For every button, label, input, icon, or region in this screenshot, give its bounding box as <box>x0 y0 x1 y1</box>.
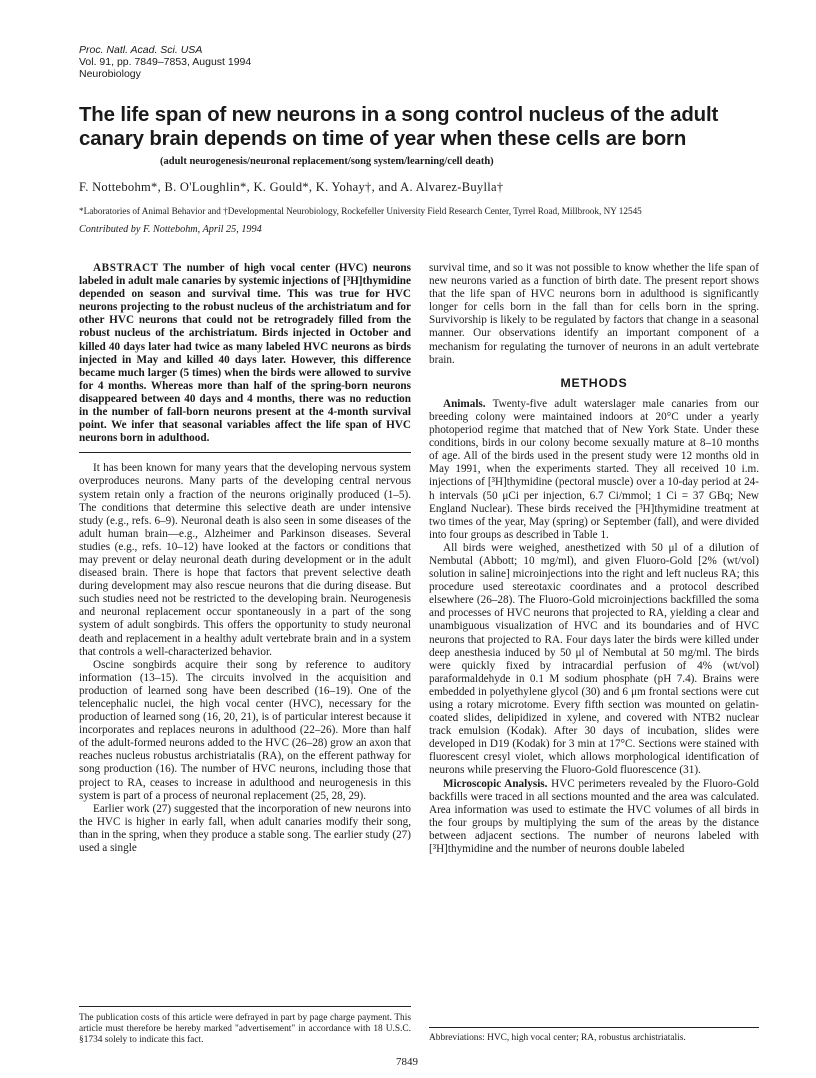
intro-paragraph-1: It has been known for many years that the developing nervous system overproduces neurons. Many parts of the developing central nervous system retain only a fraction of the neurons originally produced (1–5). The conditions that determine this selective death are under intensive study (e.g., refs. 6–9). Neuronal death is also seen in some diseases of the adult human brain—e.g., Alzheimer and Parkinson diseases. Several studies (e.g., refs. 10–12) have looked at the factors or conditions that may prevent or delay neuronal death during development or in the adult diseased brain. There is hope that factors that prevent selective death during development may also rescue neurons that die during disease. But such studies need not be restricted to the developing brain. Neurogenesis and neuronal replacement occur spontaneously in a part of the song system of adult songbirds. This offers the opportunity to study neuronal death and replacement in a healthy adult vertebrate brain and in a system that controls a well-characterized behavior. <box>79 462 411 658</box>
page-number: 7849 <box>396 1056 418 1068</box>
article-title: The life span of new neurons in a song control nucleus of the adult canary brain depends on time of year when these cells are born <box>79 104 719 150</box>
contributed-by: Contributed by F. Nottebohm, April 25, 1994 <box>79 224 262 235</box>
intro-paragraph-2: Oscine songbirds acquire their song by reference to auditory information (13–15). The circuits involved in the acquisition and production of learned song have been described (16–19). One of the telencephalic nuclei, the high vocal center (HVC), necessary for the production of learned song (16, 20, 21), is of particular interest because it incorporates and replaces neurons in adulthood (22–26). More than half of the adult-formed neurons added to the HVC (26–28) grow an axon that reaches nucleus robustus archistriatalis (RA), on the efferent pathway for song production (16). The number of HVC neurons, including those that project to RA, ceases to increase in adulthood and neurogenesis in this system is part of a process of neuronal replacement (25, 28, 29). <box>79 658 411 802</box>
publication-footnote: The publication costs of this article were defrayed in part by page charge payment. This article must therefore be hereby marked "advertisement" in accordance with 18 U.S.C. §1734 solely to indicate this fact. <box>79 1006 411 1047</box>
abstract-label: ABSTRACT <box>93 262 159 274</box>
abstract-text: The number of high vocal center (HVC) neurons labeled in adult male canaries by systemic injections of [³H]thymidine depended on season and survival time. This was true for HVC neurons projecting to the robust nucleus of the archistriatum and for other HVC neurons that could not be retrogradely filled from the robust nucleus of the archistriatum. Birds injected in October and killed 40 days later had twice as many labeled HVC neurons as birds injected in May and killed 40 days later. However, this difference became much larger (5 times) when the birds were allowed to survive for 4 months. Whereas more than half of the spring-born neurons disappeared between 40 days and 4 months, there was no reduction in the number of fall-born neurons present at the 4-month survival point. We infer that seasonal variables affect the life span of HVC neurons born in adulthood. <box>79 262 411 445</box>
methods-heading: METHODS <box>560 375 628 390</box>
journal-name: Proc. Natl. Acad. Sci. USA <box>79 44 203 56</box>
affiliation: *Laboratories of Animal Behavior and †Developmental Neurobiology, Rockefeller University Field Research Center, Tyrrel Road, Millbrook, NY 12545 <box>79 206 642 216</box>
microscopic-label: Microscopic Analysis. <box>443 777 548 790</box>
animals-label: Animals. <box>443 397 486 410</box>
abstract-divider <box>79 452 411 453</box>
journal-volume: Vol. 91, pp. 7849–7853, August 1994 <box>79 56 252 68</box>
abstract <box>79 262 411 445</box>
left-column <box>79 262 411 855</box>
abbreviations-footnote: Abbreviations: HVC, high vocal center; RA, robustus archistriatalis. <box>429 1027 759 1044</box>
intro-paragraph-3: Earlier work (27) suggested that the incorporation of new neurons into the HVC is higher in early fall, when adult canaries modify their song, than in the spring, when they produce a stable song. The earlier study (27) used a single <box>79 802 411 855</box>
right-column <box>429 262 759 856</box>
journal-header <box>79 44 251 80</box>
intro-paragraph-3-continued: survival time, and so it was not possible to know whether the life span of new neurons varied as a function of birth date. The present report shows that the life span of HVC neurons born in adulthood is significantly longer for cells born in the fall than for cells born in the spring. Survivorship is likely to be regulated by factors that change in a seasonal manner. Our observations identify an important component of a mechanism for regulating the turnover of neurons in an adult vertebrate brain. <box>429 262 759 366</box>
methods-microscopic <box>429 778 759 857</box>
methods-paragraph-2: All birds were weighed, anesthetized with 50 μl of a dilution of Nembutal (Abbott; 10 mg/ml), and given Fluoro-Gold [2% (wt/vol) solution in saline] microinjections into the right and left nucleus RA; this procedure used stereotaxic coordinates and a protocol described elsewhere (26–28). The Fluoro-Gold microinjections backfilled the soma and processes of HVC neurons that projected to RA, yielding a clear and unambiguous visualization of HVC and its boundaries and of HVC neurons that projected to RA. Four days later the birds were killed under deep anesthesia induced by 50 μl of Nembutal at 50 mg/ml. The birds were quickly fixed by intracardial perfusion of 4% (wt/vol) paraformaldehyde in 0.1 M sodium phosphate (pH 7.4). Brains were embedded in polyethylene glycol (30) and 6 μm frontal sections were cut using a rotary microtome. Every fifth section was mounted on gelatin-coated slides, delipidized in xylene, and covered with NTB2 nuclear track emulsion (Kodak). After 30 days of incubation, slides were developed in D19 (Kodak) for 3 min at 17°C. Sections were stained with fluorescent cresyl violet, which allows morphological identification of neurons while preserving the Fluoro-Gold fluorescence (31). <box>429 541 759 777</box>
author-list: F. Nottebohm*, B. O'Loughlin*, K. Gould*, K. Yohay†, and A. Alvarez-Buylla† <box>79 180 504 194</box>
animals-text: Twenty-five adult waterslager male canaries from our breeding colony were maintained indoors at 20°C under a yearly photoperiod regime that matched that of New York State. Under these conditions, birds in our colony become sexually mature at 8–10 months of age. All of the birds used in the present study were 12 months old in May 1991, when the experiments started. They all received 10 i.m. injections of [³H]thymidine (pectoral muscle) over a 10-day period at 24-h intervals (50 μCi per injection, 6.7 Ci/mmol; 1 Ci = 37 GBq; New England Nuclear). These birds received the [³H]thymidine treatment at two times of the year, May (spring) or September (fall), and were divided into four groups as described in Table 1. <box>429 397 759 541</box>
keywords: (adult neurogenesis/neuronal replacement/song system/learning/cell death) <box>160 156 494 167</box>
methods-animals <box>429 398 759 542</box>
microscopic-text: HVC perimeters revealed by the Fluoro-Gold backfills were traced in all sections mounted and the area was calculated. Area information was used to estimate the HVC volumes of all birds in the four groups by multiplying the sum of the areas by the distance between adjacent sections. The number of neurons labeled with [³H]thymidine and the number of neurons double labeled <box>429 777 759 856</box>
journal-section: Neurobiology <box>79 68 141 80</box>
